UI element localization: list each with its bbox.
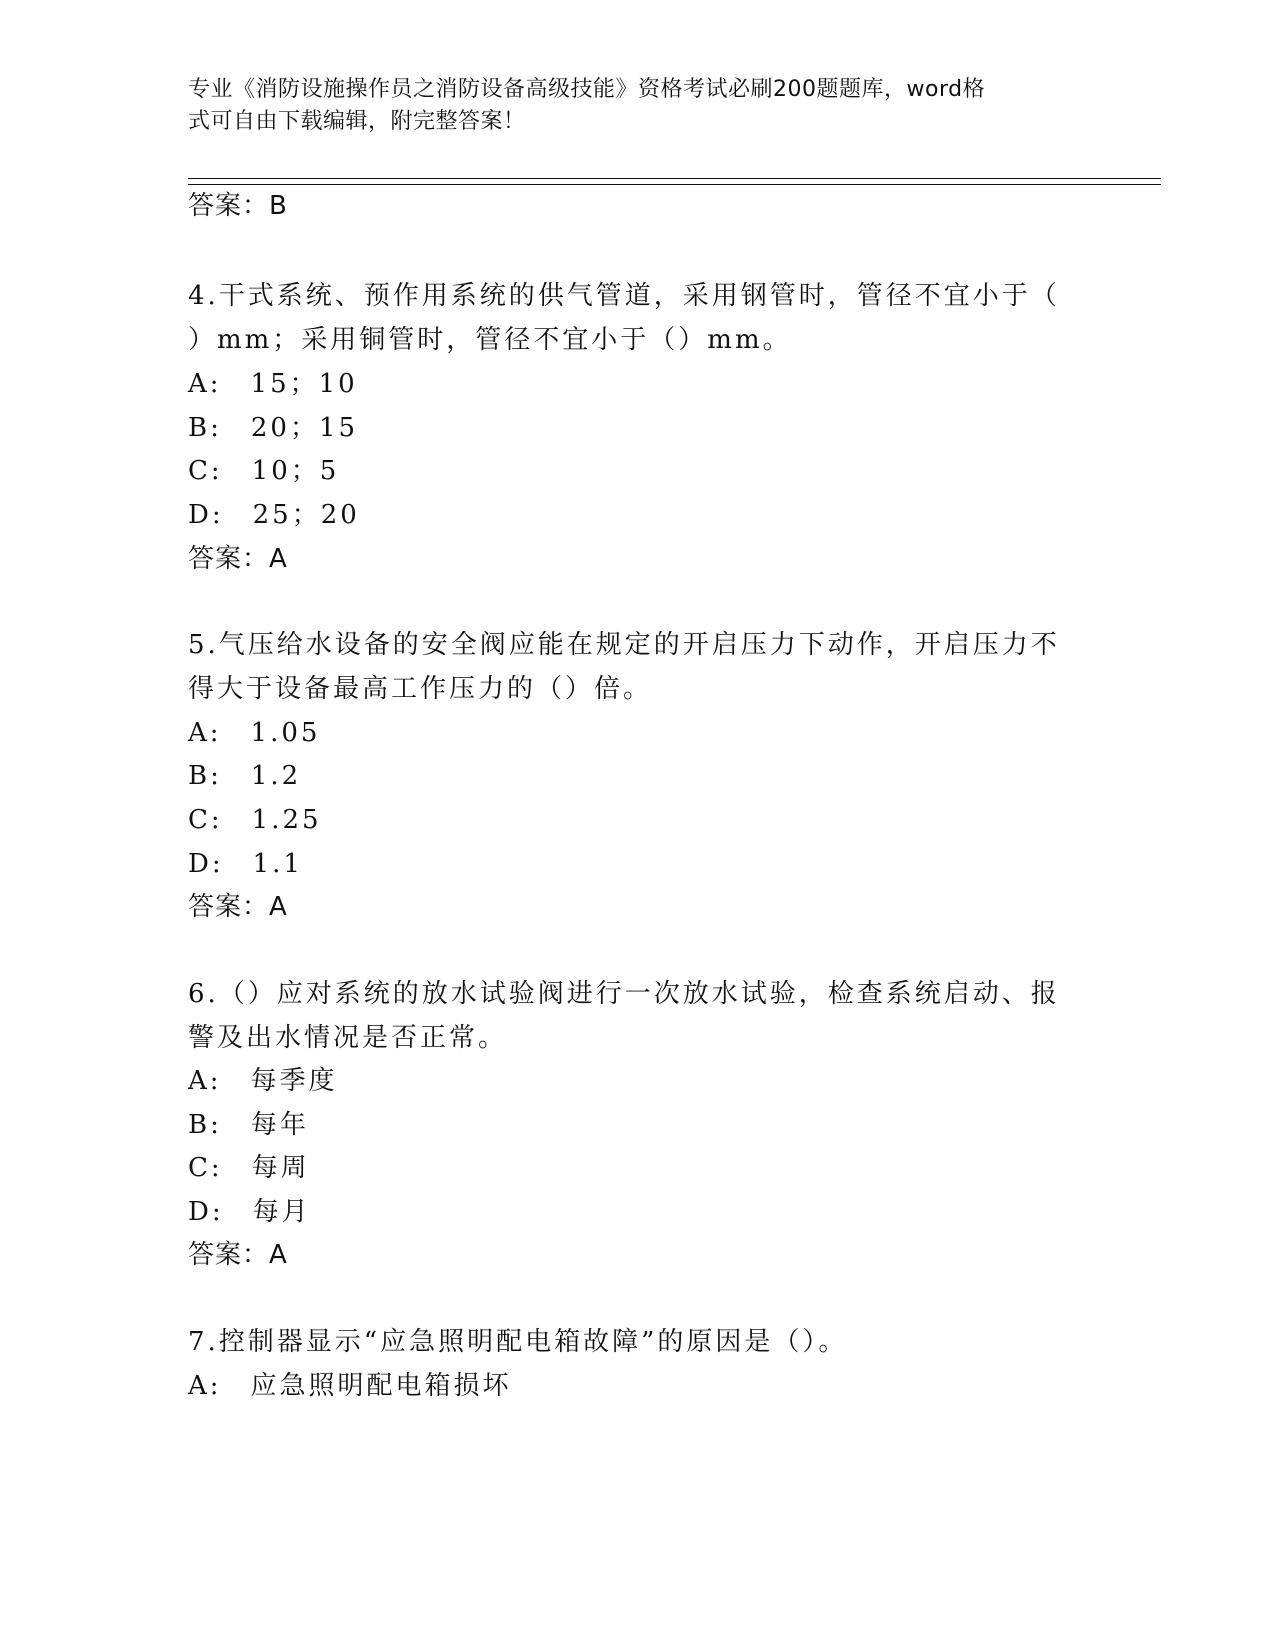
question-5-option-a: A: 1.05 <box>188 718 321 748</box>
question-5-option-b: B: 1.2 <box>188 761 302 791</box>
question-4-answer: 答案：A <box>188 544 288 574</box>
question-5-option-c: C: 1.25 <box>188 805 322 835</box>
header-divider-top <box>188 178 1161 179</box>
question-4-option-c: C: 10；5 <box>188 456 340 486</box>
question-5-answer: 答案：A <box>188 892 288 922</box>
question-7-option-a: A: 应急照明配电箱损坏 <box>188 1371 512 1401</box>
question-4-option-b: B: 20；15 <box>188 413 359 443</box>
question-6-stem-line-2: 警及出水情况是否正常。 <box>188 1023 508 1053</box>
question-5-option-d: D: 1.1 <box>188 849 303 879</box>
question-6-option-c: C: 每周 <box>188 1153 310 1183</box>
question-5-stem-line-1: 5.气压给水设备的安全阀应能在规定的开启压力下动作，开启压力不 <box>188 630 1060 660</box>
header-text-line-1: 专业《消防设施操作员之消防设备高级技能》资格考试必刷200题题库，word格 <box>188 77 986 102</box>
question-4-option-a: A: 15；10 <box>188 369 358 399</box>
question-6-option-d: D: 每月 <box>188 1197 311 1227</box>
header-divider-bottom <box>188 184 1161 185</box>
question-4-stem-line-2: ）mm；采用铜管时，管径不宜小于（）mm。 <box>188 325 792 355</box>
question-6-option-a: A: 每季度 <box>188 1066 338 1096</box>
document-header <box>188 74 1088 138</box>
question-4-stem-line-1: 4.干式系统、预作用系统的供气管道，采用钢管时，管径不宜小于（ <box>188 281 1060 311</box>
question-6-answer: 答案：A <box>188 1240 288 1270</box>
question-6-option-b: B: 每年 <box>188 1110 309 1140</box>
previous-answer: 答案：B <box>188 191 288 221</box>
question-7-stem-line-1: 7.控制器显示“应急照明配电箱故障”的原因是（）。 <box>188 1327 848 1357</box>
question-4-option-d: D: 25；20 <box>188 500 360 530</box>
header-text-line-2: 式可自由下载编辑，附完整答案！ <box>188 109 526 134</box>
question-5-stem-line-2: 得大于设备最高工作压力的（）倍。 <box>188 674 653 704</box>
question-6-stem-line-1: 6.（）应对系统的放水试验阀进行一次放水试验，检查系统启动、报 <box>188 979 1060 1009</box>
